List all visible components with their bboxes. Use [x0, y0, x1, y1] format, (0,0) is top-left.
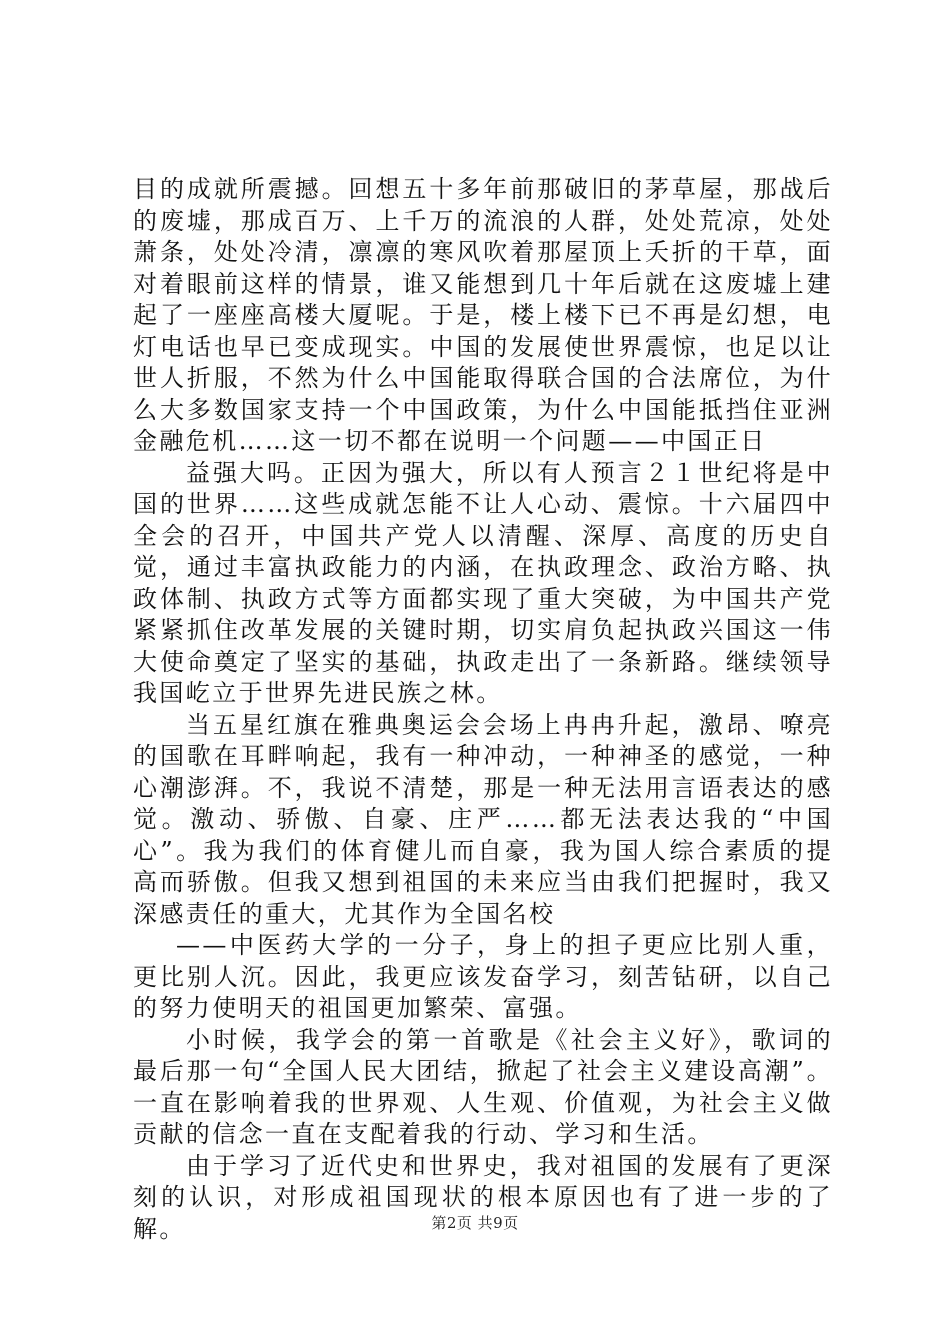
document-body	[133, 174, 833, 1245]
paragraph-2: 益强大吗。正因为强大，所以有人预言２１世纪将是中国的世界……这些成就怎能不让人心动、震惊。十六届四中全会的召开，中国共产党人以清醒、深厚、高度的历史自觉，通过丰富执政能力的内涵，在执政理念、政治方略、执政体制、执政方式等方面都实现了重大突破，为中国共产党紧紧抓住改革发展的关键时期，切实肩负起执政兴国这一伟大使命奠定了坚实的基础，执政走出了一条新路。继续领导我国屹立于世界先进民族之林。	[133, 458, 833, 707]
paragraph-4: ——中医药大学的一分子，身上的担子更应比别人重，更比别人沉。因此，我更应该发奋学习，刻苦钻研，以自己的努力使明天的祖国更加繁荣、富强。	[133, 931, 833, 1022]
paragraph-1: 目的成就所震撼。回想五十多年前那破旧的茅草屋，那战后的废墟，那成百万、上千万的流浪的人群，处处荒凉，处处萧条，处处冷清，凛凛的寒风吹着那屋顶上夭折的干草，面对着眼前这样的情景，谁又能想到几十年后就在这废墟上建起了一座座高楼大厦呢。于是，楼上楼下已不再是幻想，电灯电话也早已变成现实。中国的发展使世界震惊，也足以让世人折服，不然为什么中国能取得联合国的合法席位，为什么大多数国家支持一个中国政策，为什么中国能抵挡住亚洲金融危机……这一切不都在说明一个问题——中国正日	[133, 175, 833, 455]
paragraph-5: 小时候，我学会的第一首歌是《社会主义好》，歌词的最后那一句“全国人民大团结，掀起了社会主义建设高潮”。一直在影响着我的世界观、人生观、价值观，为社会主义做贡献的信念一直在支配着我的行动、学习和生活。	[133, 1025, 833, 1148]
paragraph-6: 由于学习了近代史和世界史，我对祖国的发展有了更深刻的认识，对形成祖国现状的根本原因也有了进一步的了解。	[133, 1151, 833, 1243]
page-number-footer: 第2页 共9页	[431, 1214, 519, 1232]
paragraph-3: 当五星红旗在雅典奥运会会场上冉冉升起，激昂、嘹亮的国歌在耳畔响起，我有一种冲动，一种神圣的感觉，一种心潮澎湃。不，我说不清楚，那是一种无法用言语表达的感觉。激动、骄傲、自豪、庄严……都无法表达我的“中国心”。我为我们的体育健儿而自豪，我为国人综合素质的提高而骄傲。但我又想到祖国的未来应当由我们把握时，我又深感责任的重大，尤其作为全国名校	[133, 710, 833, 928]
